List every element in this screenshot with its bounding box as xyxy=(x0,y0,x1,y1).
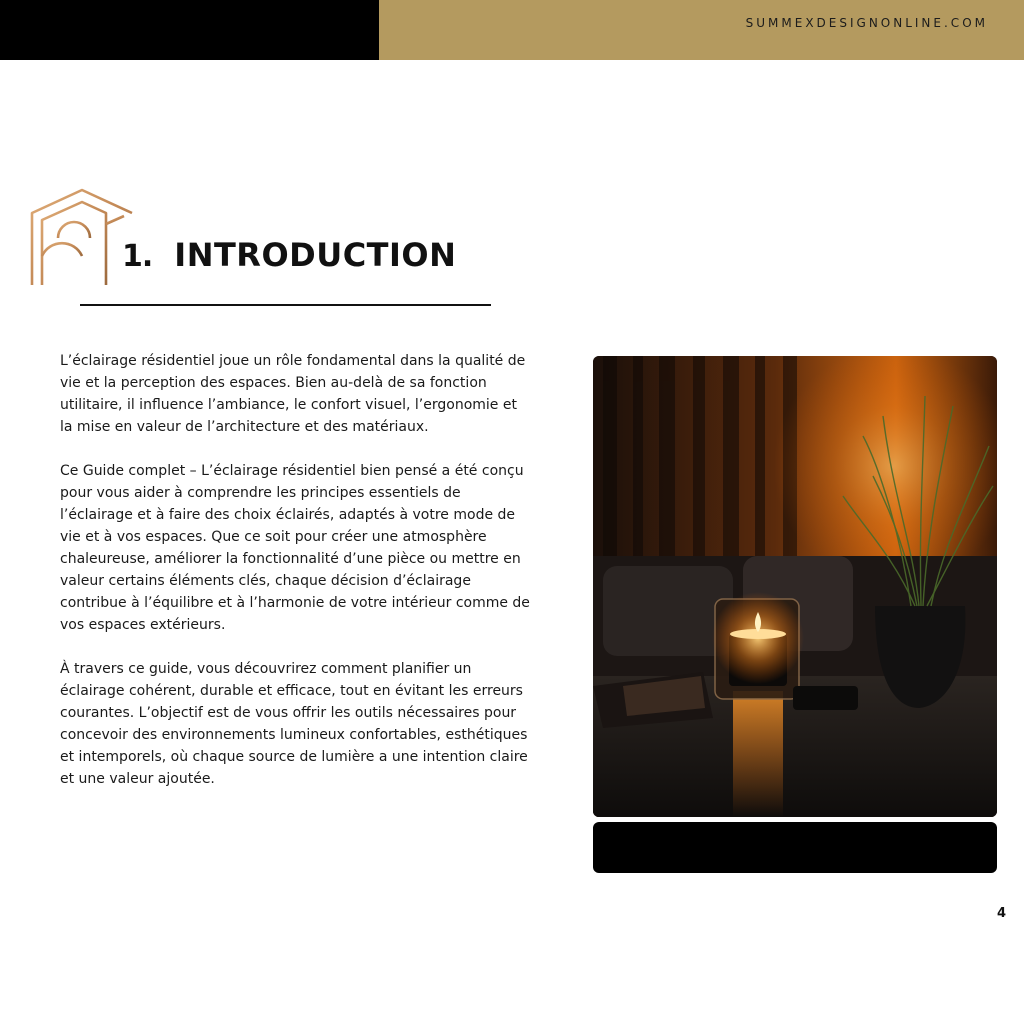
section-number: 1. xyxy=(122,239,153,274)
header-gold-band xyxy=(379,0,1024,60)
intro-paragraph-3: À travers ce guide, vous découvrirez comment planifier un éclairage cohérent, durable et efficace, tout en évitant les erreurs courantes. L’objectif est de vous offrir les outils nécessaires pour concevoir des environnements lumineux confortables, esthétiques et intemporels, où chaque source de lumière a une intention claire et une valeur ajoutée. xyxy=(60,661,528,787)
house-logo-icon xyxy=(28,186,136,288)
heading-underline xyxy=(80,304,491,306)
site-url[interactable]: SUMMEXDESIGNONLINE.COM xyxy=(745,16,988,30)
intro-paragraph-1: L’éclairage résidentiel joue un rôle fondamental dans la qualité de vie et la perception des espaces. Bien au-delà de sa fonction utilitaire, il influence l’ambiance, le confort visuel, l’ergonomie et la mise en valeur de l’architecture et des matériaux. xyxy=(60,353,526,435)
section-heading xyxy=(122,236,456,276)
section-title: INTRODUCTION xyxy=(174,236,457,274)
header-black-band xyxy=(0,0,379,60)
image-caption-bar xyxy=(593,822,997,873)
intro-text xyxy=(60,350,530,812)
intro-paragraph-2: Ce Guide complet – L’éclairage résidentiel bien pensé a été conçu pour vous aider à comprendre les principes essentiels de l’éclairage et à faire des choix éclairés, adaptés à votre mode de vie et à vos espaces. Que ce soit pour créer une atmosphère chaleureuse, améliorer la fonctionnalité d’une pièce ou mettre en valeur certains éléments clés, chaque décision d’éclairage contribue à l’équilibre et à l’harmonie de votre intérieur comme de vos espaces extérieurs. xyxy=(60,463,530,633)
page-number: 4 xyxy=(996,906,1006,921)
candle-photo xyxy=(593,356,997,817)
